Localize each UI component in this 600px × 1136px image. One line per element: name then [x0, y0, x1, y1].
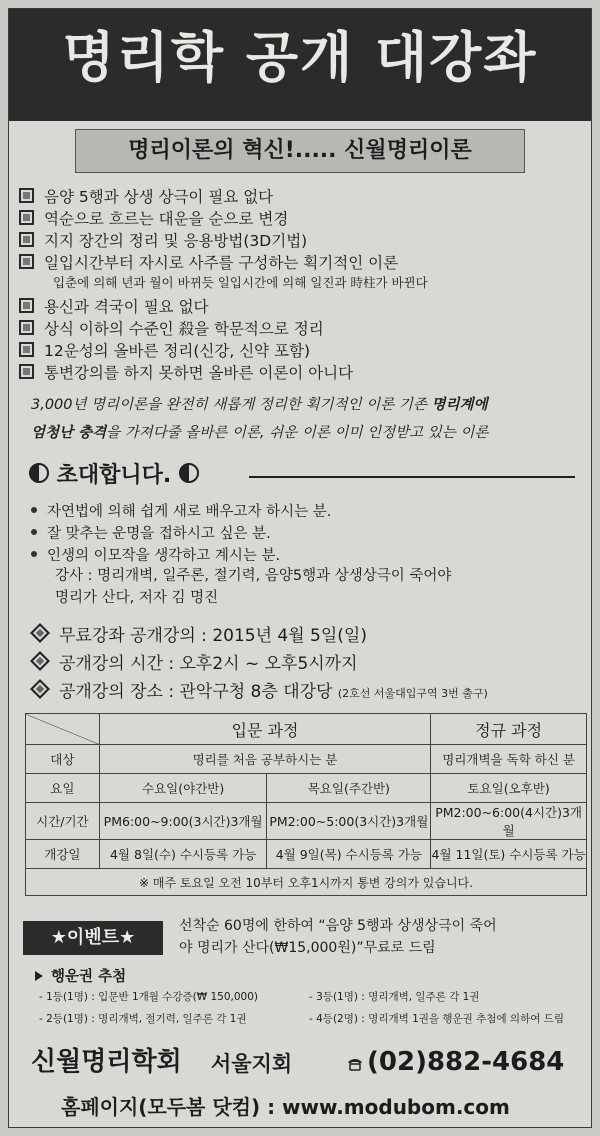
table-cell: 4월 8일(수) 수시등록 가능 [99, 840, 267, 869]
square-bullet-icon [19, 188, 34, 203]
table-cell: 개강일 [26, 840, 100, 869]
bullet-icon [31, 529, 37, 535]
feature-item: 지지 장간의 정리 및 응용방법(3D기법) [19, 229, 589, 253]
subtitle: 명리이론의 혁신!..... 신월명리이론 [128, 138, 472, 163]
feature-item: 상식 이하의 수준인 殺을 학문적으로 정리 [19, 317, 589, 341]
feature-item: 일입시간부터 자시로 사주를 구성하는 획기적인 이론 [19, 251, 589, 275]
feature-item: 12운성의 올바른 정리(신강, 신약 포함) [19, 339, 589, 363]
feature-item: 역순으로 흐르는 대운을 순으로 변경 [19, 207, 589, 231]
table-header-cell: 정규 과정 [431, 714, 587, 745]
homepage-link[interactable]: 홈페이지(모두봄 닷컴) : www.modubom.com [61, 1095, 510, 1119]
organization-name: 신월명리학회 [31, 1047, 182, 1077]
square-bullet-icon [19, 364, 34, 379]
table-row [26, 840, 587, 869]
table-cell: 명리개벽을 독학 하신 분 [431, 745, 587, 774]
feature-item: 통변강의를 하지 못하면 올바른 이론이 아니다 [19, 361, 589, 385]
table-corner-cell [26, 714, 100, 745]
triangle-bullet-icon [35, 971, 43, 981]
instructor-line: 명리가 산다, 저자 김 명진 [55, 590, 219, 606]
table-row [26, 774, 587, 803]
prize-item: - 1등(1명) : 입문반 1개월 수강증(₩ 150,000) [39, 991, 259, 1003]
half-circle-icon [29, 463, 49, 483]
table-footnote-row [26, 869, 587, 896]
prize-item: - 4등(2명) : 명리개벽 1권을 행운권 추첨에 의하여 드림 [309, 1013, 564, 1025]
diamond-bullet-icon [30, 651, 50, 671]
instructor-line: 강사 : 명리개벽, 일주론, 절기력, 음양5행과 상생상극이 죽어야 [55, 568, 452, 584]
event-description: 선착순 60명에 한하여 “음양 5행과 상생상극이 죽어 [179, 918, 497, 934]
square-bullet-icon [19, 254, 34, 269]
table-header-row [26, 714, 587, 745]
feature-item: 용신과 격국이 필요 없다 [19, 295, 589, 319]
prize-item: - 3등(1명) : 명리개벽, 일주론 각 1권 [309, 991, 480, 1003]
table-cell: 4월 11일(토) 수시등록 가능 [431, 840, 587, 869]
diamond-bullet-icon [30, 623, 50, 643]
table-cell: 토요일(오후반) [431, 774, 587, 803]
invite-item: 인생의 이모작을 생각하고 계시는 분. [31, 545, 280, 567]
subtitle-box [75, 129, 525, 173]
table-cell: PM6:00~9:00(3시간)3개월 [99, 803, 267, 840]
event-badge: ★이벤트★ [23, 921, 163, 955]
bullet-icon [31, 507, 37, 513]
table-header-cell: 입문 과정 [99, 714, 430, 745]
half-circle-icon [179, 463, 199, 483]
table-cell: 4월 9일(목) 수시등록 가능 [267, 840, 431, 869]
lucky-draw-heading: 행운권 추첨 [35, 965, 126, 986]
main-title: 명리학 공개 대강좌 [62, 26, 538, 89]
prize-item: - 2등(1명) : 명리개벽, 절기력, 일주론 각 1권 [39, 1013, 247, 1025]
table-cell: 시간/기간 [26, 803, 100, 840]
table-cell: 명리를 처음 공부하시는 분 [99, 745, 430, 774]
square-bullet-icon [19, 210, 34, 225]
invite-heading: 초대합니다. [29, 461, 199, 491]
lecture-info-item: 공개강의 장소 : 관악구청 8층 대강당 (2호선 서울대입구역 3번 출구) [31, 679, 488, 707]
square-bullet-icon [19, 232, 34, 247]
intro-paragraph-line: 3,000년 명리이론을 완전히 새롭게 정리한 획기적인 이론 기존 명리계에 [31, 397, 488, 413]
table-footnote: ※ 매주 토요일 오전 10부터 오후1시까지 통변 강의가 있습니다. [26, 869, 587, 896]
square-bullet-icon [19, 298, 34, 313]
lecture-info-item: 공개강의 시간 : 오후2시 ~ 오후5시까지 [31, 651, 358, 679]
lecture-info-item: 무료강좌 공개강의 : 2015년 4월 5일(일) [31, 623, 367, 651]
table-cell: PM2:00~6:00(4시간)3개월 [431, 803, 587, 840]
phone-number: (02)882-4684 [367, 1047, 565, 1077]
invite-item: 자연법에 의해 쉽게 새로 배우고자 하시는 분. [31, 501, 331, 523]
table-cell: 수요일(야간반) [99, 774, 267, 803]
table-cell: 목요일(주간반) [267, 774, 431, 803]
advertisement [8, 8, 592, 1128]
title-banner [9, 9, 591, 121]
divider [249, 476, 575, 478]
intro-paragraph-line: 엄청난 충격을 가져다줄 올바른 이론, 쉬운 이론 이미 인정받고 있는 이론 [31, 425, 489, 441]
table-cell: 요일 [26, 774, 100, 803]
bullet-icon [31, 551, 37, 557]
diamond-bullet-icon [30, 679, 50, 699]
invite-item: 잘 맞추는 운명을 접하시고 싶은 분. [31, 523, 271, 545]
schedule-table [25, 713, 587, 896]
table-cell: 대상 [26, 745, 100, 774]
table-row [26, 803, 587, 840]
feature-item: 음양 5행과 상생 상극이 필요 없다 [19, 185, 589, 209]
branch-name: 서울지회 [211, 1052, 293, 1076]
square-bullet-icon [19, 342, 34, 357]
square-bullet-icon [19, 320, 34, 335]
event-description: 야 명리가 산다(₩15,000원)”무료로 드림 [179, 940, 436, 956]
phone-icon [347, 1057, 363, 1071]
table-cell: PM2:00~5:00(3시간)3개월 [267, 803, 431, 840]
table-row [26, 745, 587, 774]
feature-note: 입춘에 의해 년과 월이 바뀌듯 일입시간에 의해 일진과 時柱가 바뀐다 [53, 275, 428, 290]
